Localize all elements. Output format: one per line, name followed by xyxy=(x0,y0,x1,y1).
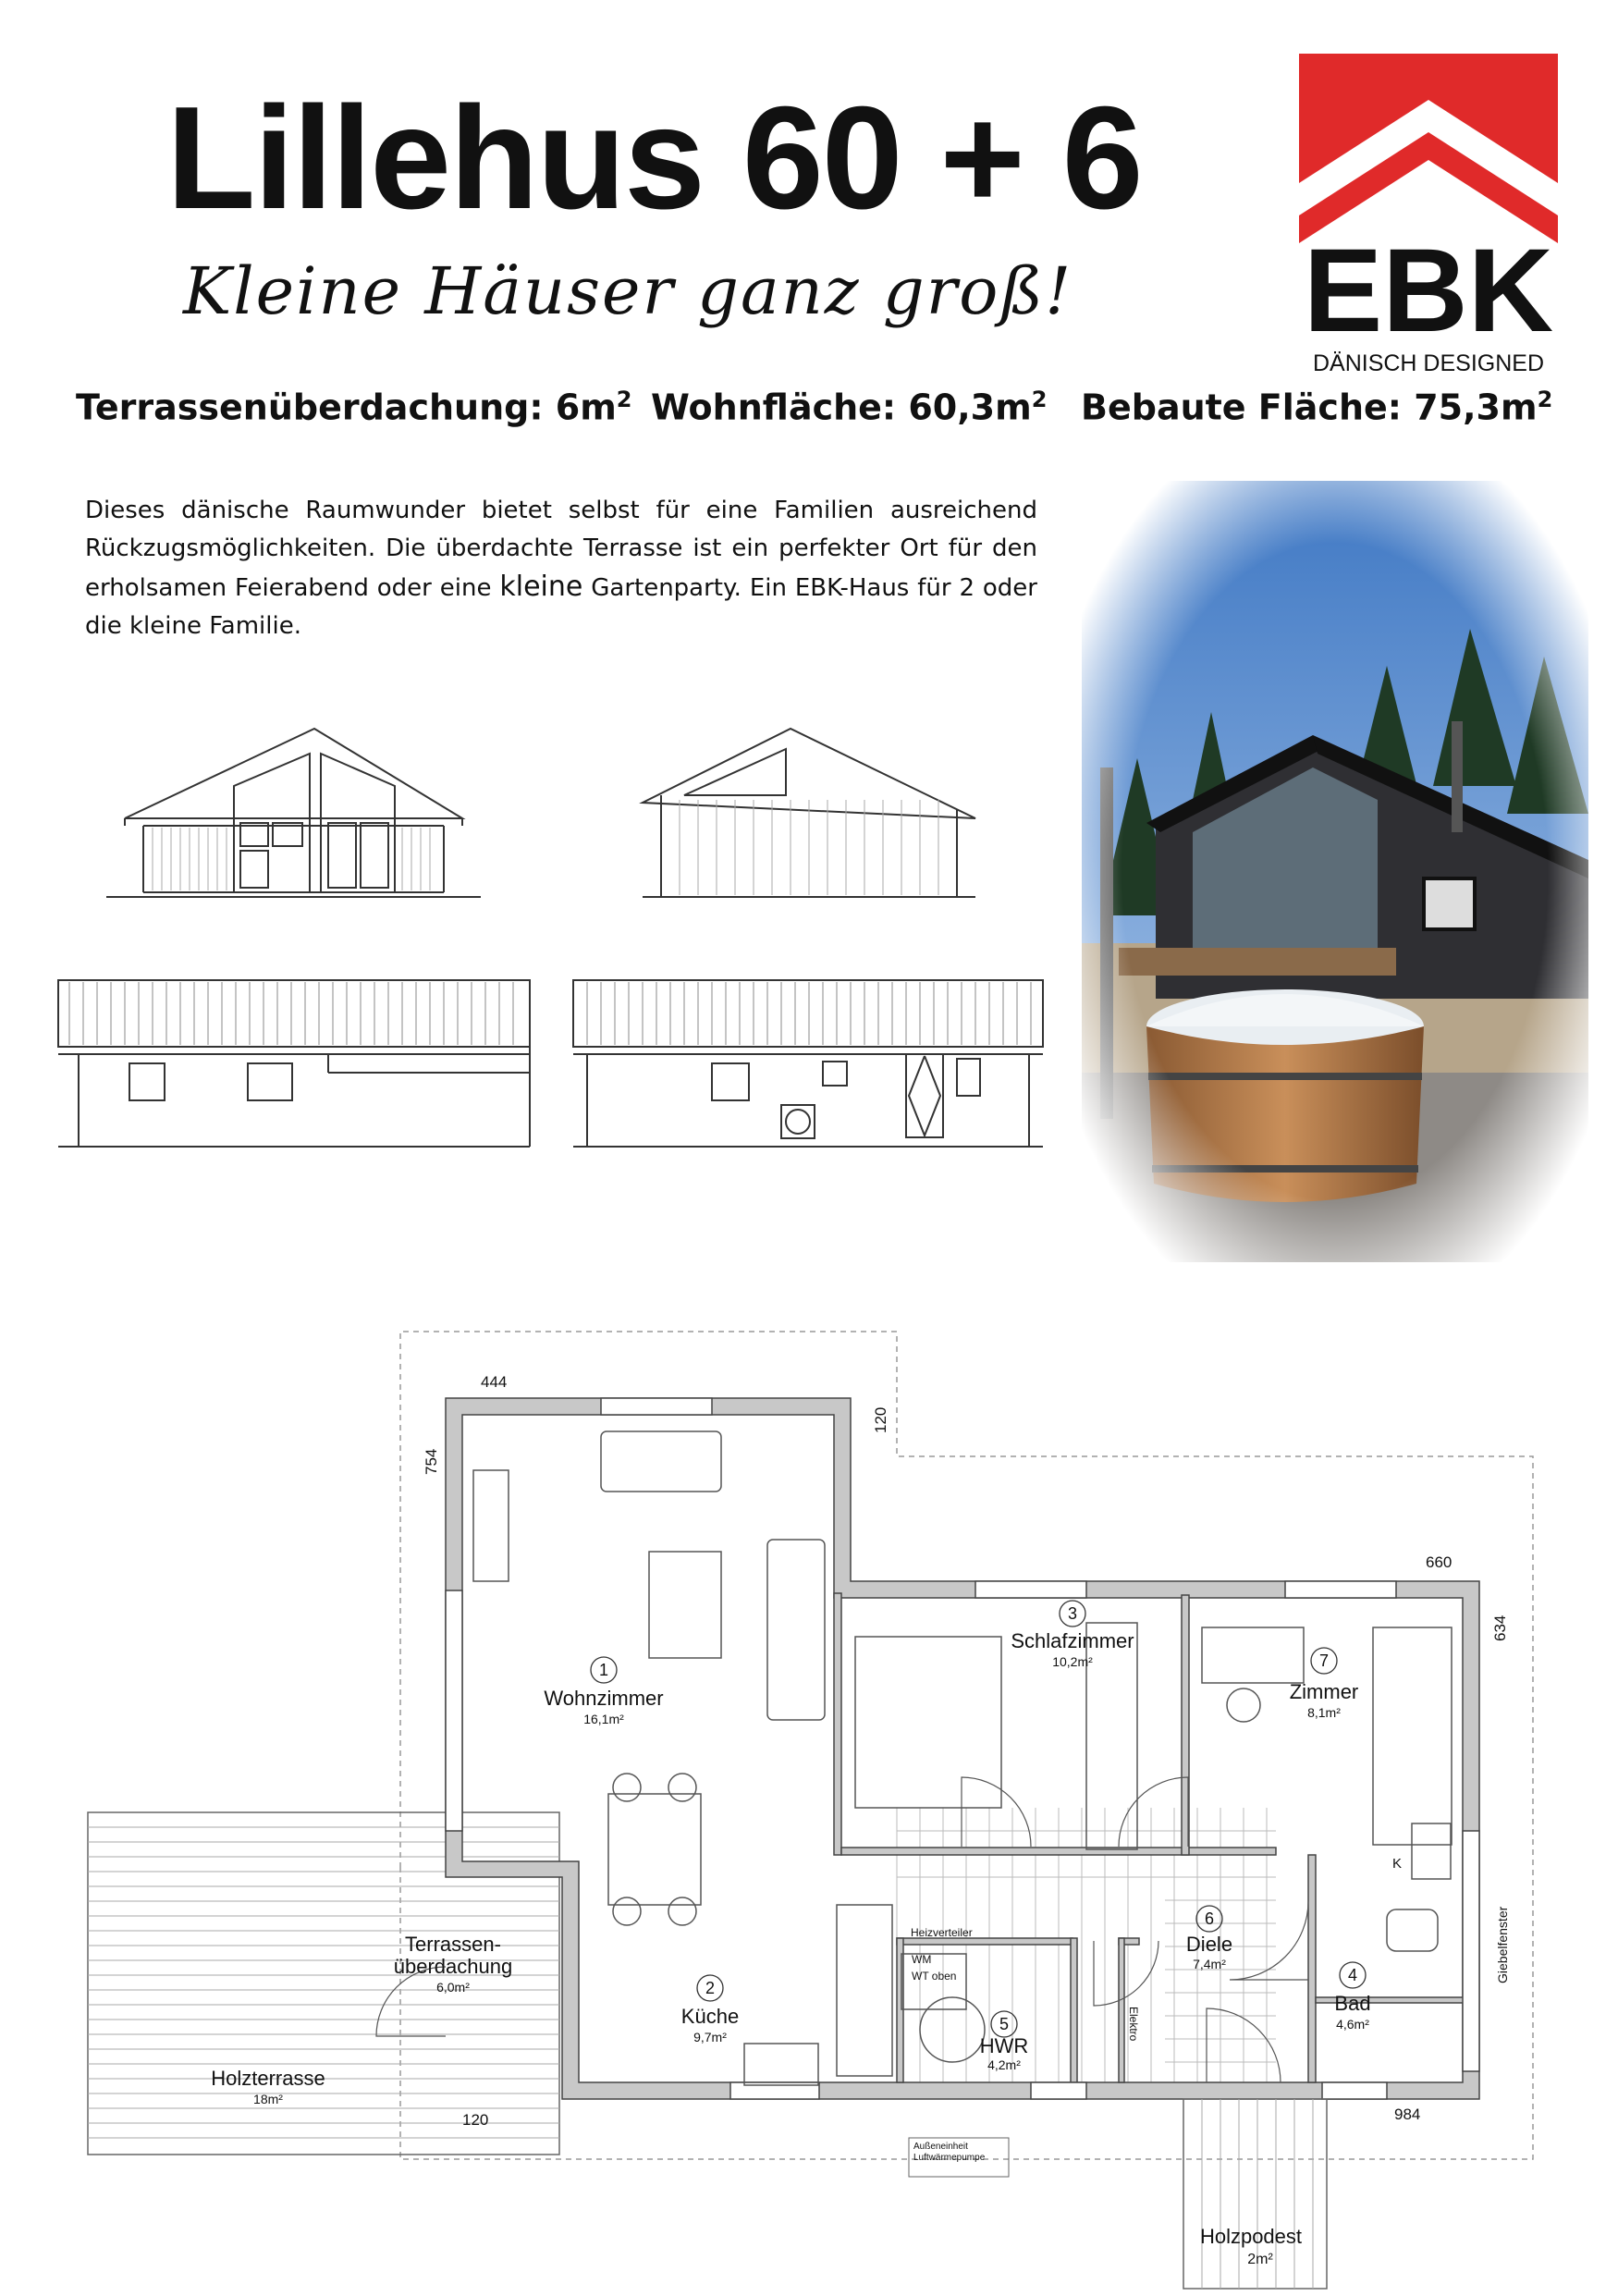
svg-text:Wohnzimmer: Wohnzimmer xyxy=(544,1687,664,1710)
label-aussen-2: Luftwärmepumpe xyxy=(913,2153,986,2163)
svg-text:überdachung: überdachung xyxy=(393,1955,513,1978)
terrace-roof-label xyxy=(394,1933,512,1995)
svg-text:6: 6 xyxy=(1204,1909,1215,1928)
description-emphasis: kleine xyxy=(499,571,583,603)
svg-text:4,6m²: 4,6m² xyxy=(1336,2017,1369,2032)
deck-label xyxy=(211,2067,325,2106)
svg-text:10,2m²: 10,2m² xyxy=(1052,1654,1093,1669)
podest-label xyxy=(1200,2225,1302,2267)
dim-660: 660 xyxy=(1426,1553,1453,1571)
svg-text:9,7m²: 9,7m² xyxy=(693,2030,727,2044)
stat-terrace: Terrassenüberdachung: $6m^2$ xyxy=(76,387,632,428)
svg-text:2: 2 xyxy=(705,1979,716,1997)
label-aussen-1: Außeneinheit xyxy=(913,2142,968,2152)
svg-text:Terrassen-: Terrassen- xyxy=(405,1933,501,1956)
room-zimmer xyxy=(1290,1648,1359,1720)
svg-text:5: 5 xyxy=(999,2015,1010,2033)
dim-444: 444 xyxy=(481,1373,508,1391)
label-giebelfenster: Giebelfenster xyxy=(1495,1906,1510,1983)
logo-text: EBK xyxy=(1303,225,1554,357)
floor-plan xyxy=(83,1313,1581,2293)
stat-built-area: Bebaute Fläche: $75,3m^2$ xyxy=(1081,387,1553,428)
label-heizverteiler: Heizverteiler xyxy=(911,1926,973,1939)
svg-text:6,0m²: 6,0m² xyxy=(436,1980,470,1995)
svg-text:18m²: 18m² xyxy=(253,2092,283,2106)
svg-text:1: 1 xyxy=(598,1661,609,1679)
dim-754: 754 xyxy=(423,1448,440,1475)
svg-text:4,2m²: 4,2m² xyxy=(987,2057,1021,2072)
elevation-long-right xyxy=(573,980,1043,1147)
svg-text:3: 3 xyxy=(1067,1604,1078,1623)
room-hwr xyxy=(980,2011,1029,2072)
ebk-logo xyxy=(1299,54,1558,377)
room-wohnzimmer xyxy=(544,1657,663,1726)
svg-text:Zimmer: Zimmer xyxy=(1289,1680,1359,1703)
room-bad xyxy=(1334,1962,1370,2032)
label-k: K xyxy=(1392,1856,1403,1872)
svg-text:Bad: Bad xyxy=(1334,1992,1371,2015)
dim-634: 634 xyxy=(1491,1615,1509,1641)
room-kueche xyxy=(681,1975,739,2044)
logo-subtitle: DÄNISCH DESIGNED xyxy=(1312,350,1545,376)
house-photo xyxy=(1082,481,1588,1262)
elevation-gable xyxy=(643,729,975,897)
svg-text:HWR: HWR xyxy=(979,2034,1029,2057)
description: Dieses dänische Raumwunder bietet selbst für eine Familien ausreichend Rückzugsmöglichkeiten. Die überdachte Terrasse ist ein perfekter Ort für den erholsamen Feierabend oder eine kleine Gartenparty. Ein EBK-Haus für 2 oder die kleine Familie. xyxy=(85,497,1037,640)
svg-text:Küche: Küche xyxy=(680,2005,740,2028)
elevation-long-left xyxy=(58,980,530,1147)
page-title: Lillehus 60 + 6 xyxy=(166,77,1142,239)
dim-120-bottom: 120 xyxy=(462,2111,489,2129)
svg-text:7: 7 xyxy=(1318,1651,1330,1670)
svg-text:2m²: 2m² xyxy=(1247,2252,1273,2267)
svg-text:16,1m²: 16,1m² xyxy=(583,1712,624,1726)
svg-text:8,1m²: 8,1m² xyxy=(1307,1705,1341,1720)
stat-living-area: Wohnfläche: $60,3m^2$ xyxy=(651,387,1048,428)
label-wm: WM xyxy=(912,1953,932,1966)
label-wt: WT oben xyxy=(912,1970,957,1983)
svg-text:Holzpodest: Holzpodest xyxy=(1199,2225,1303,2248)
elevation-drawings xyxy=(51,712,1068,1156)
svg-text:Holzterrasse: Holzterrasse xyxy=(211,2067,325,2090)
logo-roof-icon xyxy=(1299,54,1558,243)
room-diele xyxy=(1186,1906,1232,1971)
svg-text:4: 4 xyxy=(1347,1966,1358,1984)
elevation-front xyxy=(106,729,481,897)
area-stats xyxy=(76,387,1555,451)
svg-text:Schlafzimmer: Schlafzimmer xyxy=(1011,1629,1134,1652)
svg-text:7,4m²: 7,4m² xyxy=(1193,1957,1226,1971)
label-elektro: Elektro xyxy=(1127,2007,1140,2042)
tagline: Kleine Häuser ganz groß! xyxy=(183,253,1073,329)
dim-120-top: 120 xyxy=(872,1406,889,1433)
svg-text:Diele: Diele xyxy=(1185,1933,1233,1956)
room-schlafzimmer xyxy=(1011,1601,1134,1669)
dim-984: 984 xyxy=(1394,2106,1421,2123)
